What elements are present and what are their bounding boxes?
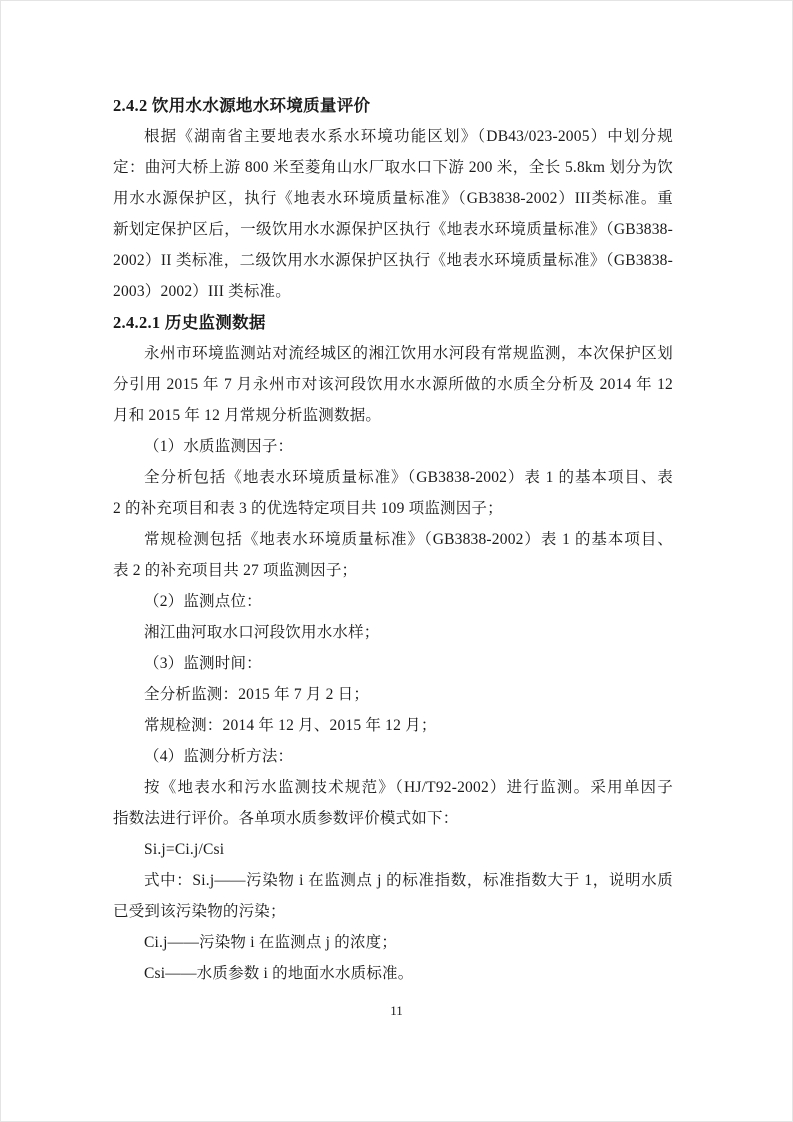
text-line: 2002）II 类标准，二级饮用水水源保护区执行《地表水环境质量标准》（GB3838- xyxy=(113,252,673,269)
document-content xyxy=(113,90,673,989)
text-line: 永州市环境监测站对流经城区的湘江饮用水河段有常规监测，本次保护区划 xyxy=(144,345,673,362)
section-heading: 2.4.2.1 历史监测数据 xyxy=(113,313,266,332)
page-number: 11 xyxy=(390,1003,403,1018)
text-line: 按《地表水和污水监测技术规范》（HJ/T92-2002）进行监测。采用单因子 xyxy=(144,779,673,796)
text-line: 全分析监测：2015 年 7 月 2 日； xyxy=(144,686,370,703)
text-line: Csi——水质参数 i 的地面水水质标准。 xyxy=(144,965,414,982)
text-line: 定：曲河大桥上游 800 米至菱角山水厂取水口下游 200 米，全长 5.8km 划分为饮 xyxy=(113,159,673,176)
section-heading: 2.4.2 饮用水水源地水环境质量评价 xyxy=(113,96,371,115)
text-line: 常规检测包括《地表水环境质量标准》（GB3838-2002）表 1 的基本项目、 xyxy=(144,531,673,548)
text-line: 湘江曲河取水口河段饮用水水样； xyxy=(144,624,380,641)
text-line: 2003）2002）III 类标准。 xyxy=(113,283,291,300)
text-line: 新划定保护区后，一级饮用水水源保护区执行《地表水环境质量标准》（GB3838- xyxy=(113,221,673,238)
text-line: （1）水质监测因子： xyxy=(144,438,294,455)
text-line: 根据《湖南省主要地表水系水环境功能区划》（DB43/023-2005）中划分规 xyxy=(144,128,673,145)
text-line: Si.j=Ci.j/Csi xyxy=(144,841,225,858)
text-line: （3）监测时间： xyxy=(144,655,262,672)
text-line: 指数法进行评价。各单项水质参数评价模式如下： xyxy=(113,810,459,827)
text-line: （2）监测点位： xyxy=(144,593,262,610)
text-line: （4）监测分析方法： xyxy=(144,748,294,765)
page-footer xyxy=(0,1002,793,1020)
text-line: 表 2 的补充项目共 27 项监测因子； xyxy=(113,562,358,579)
text-line: 2 的补充项目和表 3 的优选特定项目共 109 项监测因子； xyxy=(113,500,503,517)
text-line: 全分析包括《地表水环境质量标准》（GB3838-2002）表 1 的基本项目、表 xyxy=(144,469,673,486)
text-line: 用水水源保护区，执行《地表水环境质量标准》（GB3838-2002）III类标准。重 xyxy=(113,190,673,207)
text-line: 分引用 2015 年 7 月永州市对该河段饮用水水源所做的水质全分析及 2014 年 12 xyxy=(113,376,673,393)
text-line: 常规检测：2014 年 12 月、2015 年 12 月； xyxy=(144,717,437,734)
text-line: Ci.j——污染物 i 在监测点 j 的浓度； xyxy=(144,934,398,951)
text-line: 已受到该污染物的污染； xyxy=(113,903,286,920)
text-line: 式中：Si.j——污染物 i 在监测点 j 的标准指数，标准指数大于 1，说明水质 xyxy=(144,872,673,889)
text-line: 月和 2015 年 12 月常规分析监测数据。 xyxy=(113,407,382,424)
